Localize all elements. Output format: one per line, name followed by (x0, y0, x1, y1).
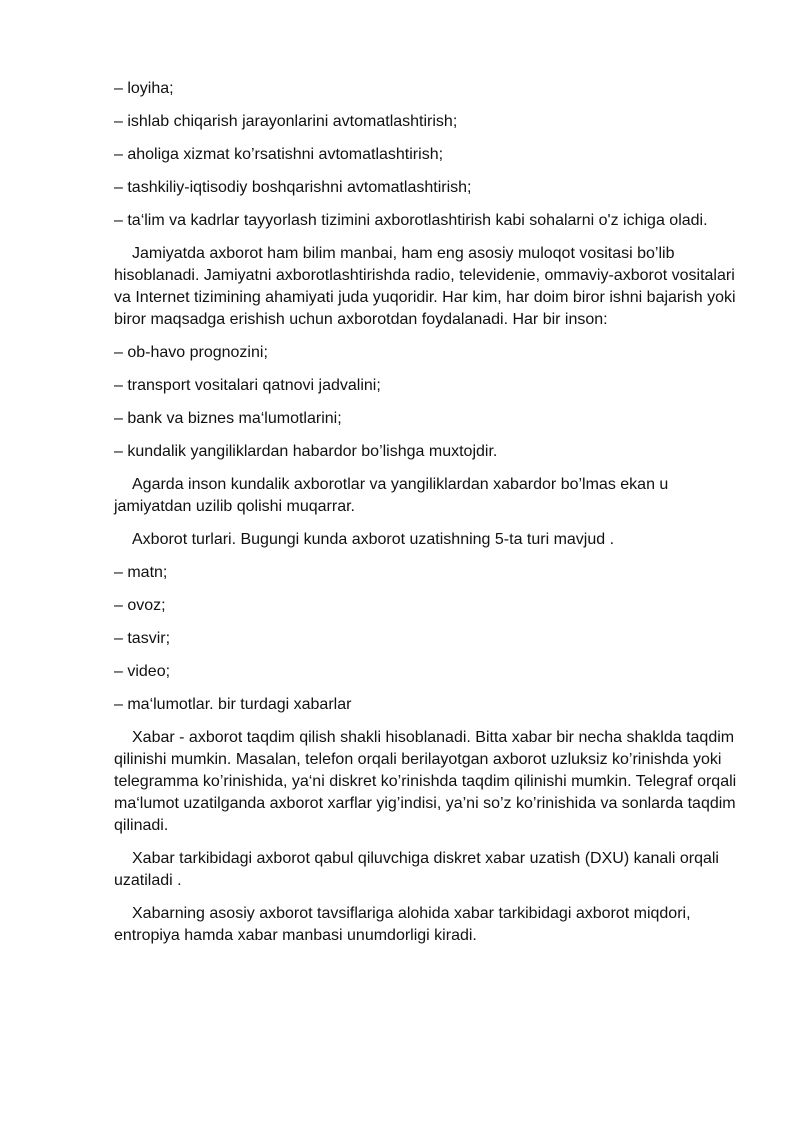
list-item: – kundalik yangiliklardan habardor bo’lishga muxtojdir. (114, 443, 498, 460)
list-item: – matn; (114, 564, 168, 581)
list-item: – tashkiliy-iqtisodiy boshqarishni avtomatlashtirish; (114, 179, 472, 196)
list-item: – video; (114, 663, 171, 680)
paragraph: Xabarning asosiy axborot tavsiflariga alohida xabar tarkibidagi axborot miqdori, entropiya hamda xabar manbasi unumdorligi kiradi. (114, 905, 691, 944)
paragraph: Xabar - axborot taqdim qilish shakli hisoblanadi. Bitta xabar bir necha shaklda taqdim qilinishi mumkin. Masalan, telefon orqali berilayotgan axborot uzluksiz ko’rinishda yoki telegramma ko’rinishida, ya‘ni diskret ko’rinishda taqdim qilinishi mumkin. Telegraf orqali ma‘lumot uzatilganda axborot xarflar yig’indisi, ya’ni so’z ko’rinishida va sonlarda taqdim qilinadi. (114, 729, 737, 834)
list-item: – ovoz; (114, 597, 166, 614)
list-item: – aholiga xizmat ko’rsatishni avtomatlashtirish; (114, 146, 444, 163)
list-item: – loyiha; (114, 80, 174, 97)
list-item: – tasvir; (114, 630, 171, 647)
list-item: – ishlab chiqarish jarayonlarini avtomatlashtirish; (114, 113, 458, 130)
list-item: – ma‘lumotlar. bir turdagi xabarlar (114, 696, 352, 713)
list-item: – ta‘lim va kadrlar tayyorlash tizimini axborotlashtirish kabi sohalarni o'z ichiga oladi. (114, 212, 708, 229)
paragraph: Axborot turlari. Bugungi kunda axborot uzatishning 5-ta turi mavjud . (132, 531, 615, 548)
list-item: – transport vositalari qatnovi jadvalini; (114, 377, 381, 394)
list-item: – ob-havo prognozini; (114, 344, 268, 361)
paragraph: Xabar tarkibidagi axborot qabul qiluvchiga diskret xabar uzatish (DXU) kanali orqali uzatiladi . (114, 850, 719, 889)
paragraph: Agarda inson kundalik axborotlar va yangiliklardan xabardor bo’lmas ekan u jamiyatdan uzilib qolishi muqarrar. (114, 476, 669, 515)
document-body (114, 78, 744, 958)
paragraph: Jamiyatda axborot ham bilim manbai, ham eng asosiy muloqot vositasi bo’lib hisoblanadi. Jamiyatni axborotlashtirishda radio, televidenie, ommaviy-axborot vositalari va Internet tizimining ahamiyati juda yuqoridir. Har kim, har doim biror ishni bajarish yoki biror maqsadga erishish uchun axborotdan foydalanadi. Har bir inson: (114, 245, 736, 328)
list-item: – bank va biznes ma‘lumotlarini; (114, 410, 342, 427)
